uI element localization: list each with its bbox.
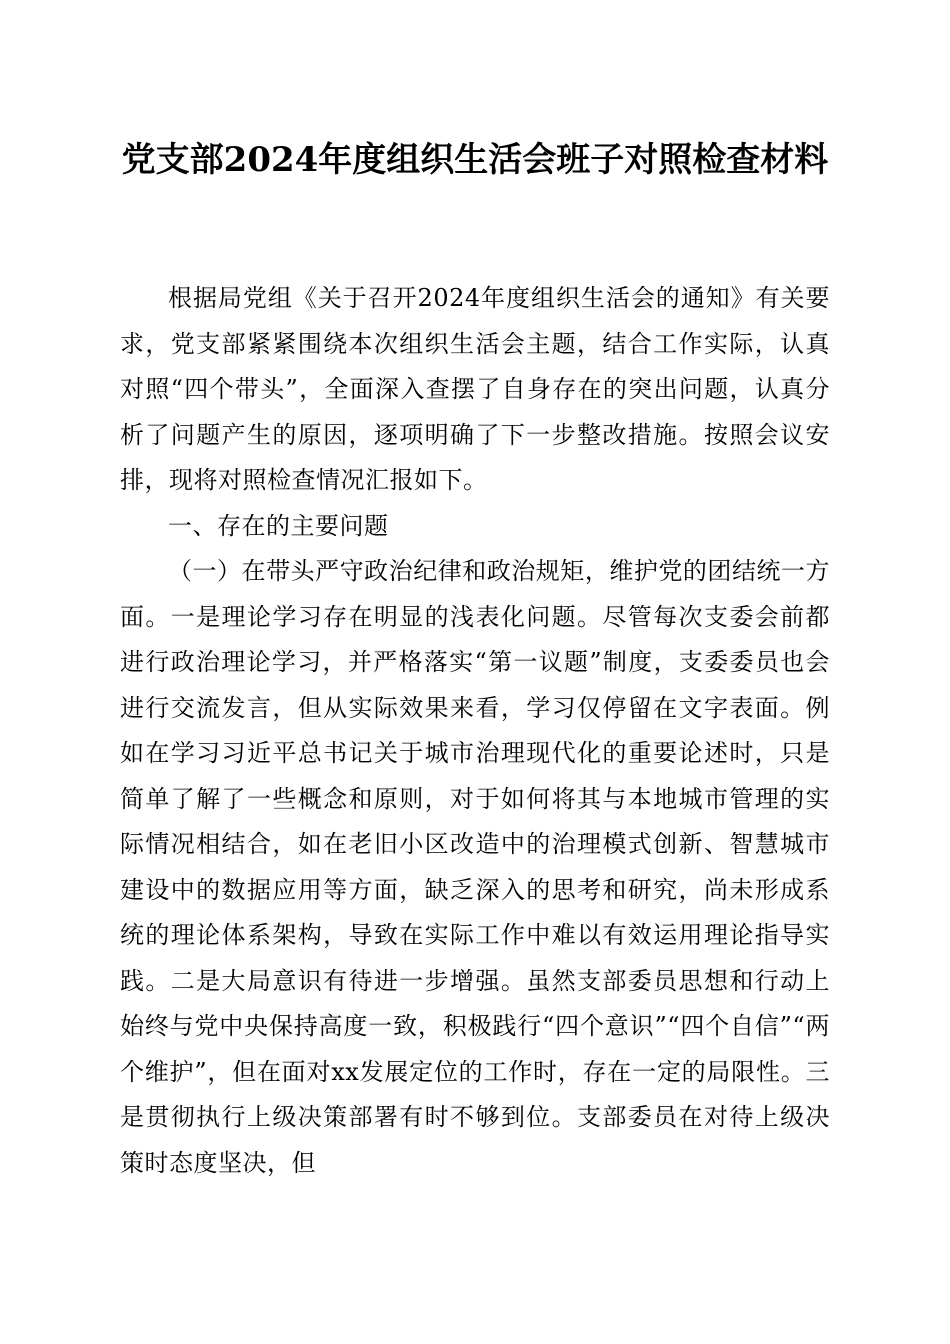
intro-paragraph: 根据局党组《关于召开2024年度组织生活会的通知》有关要求，党支部紧紧围绕本次组织生活会主题，结合工作实际，认真对照“四个带头”，全面深入查摆了自身存在的突出问题，认真分析了问题产生的原因，逐项明确了下一步整改措施。按照会议安排，现将对照检查情况汇报如下。 — [120, 284, 830, 494]
section-heading: 一、存在的主要问题 — [168, 511, 389, 540]
document-body — [120, 276, 830, 1186]
subsection-heading: （一）在带头严守政治纪律和政治规矩，维护党的团结统一方面。 — [120, 557, 830, 631]
subsection-body: 一是理论学习存在明显的浅表化问题。尽管每次支委会前都进行政治理论学习，并严格落实“第一议题”制度，支委委员也会进行交流发言，但从实际效果来看，学习仅停留在文字表面。例如在学习习近平总书记关于城市治理现代化的重要论述时，只是简单了解了一些概念和原则，对于如何将其与本地城市管理的实际情况相结合，如在老旧小区改造中的治理模式创新、智慧城市建设中的数据应用等方面，缺乏深入的思考和研究，尚未形成系统的理论体系架构，导致在实际工作中难以有效运用理论指导实践。二是大局意识有待进一步增强。虽然支部委员思想和行动上始终与党中央保持高度一致，积极践行“四个意识”“四个自信”“两个维护”，但在面对xx发展定位的工作时，存在一定的局限性。三是贯彻执行上级决策部署有时不够到位。支部委员在对待上级决策时态度坚决，但 — [120, 602, 831, 1177]
subsection-paragraph — [120, 549, 830, 1186]
document-title: 党支部2024年度组织生活会班子对照检查材料 — [121, 140, 829, 180]
